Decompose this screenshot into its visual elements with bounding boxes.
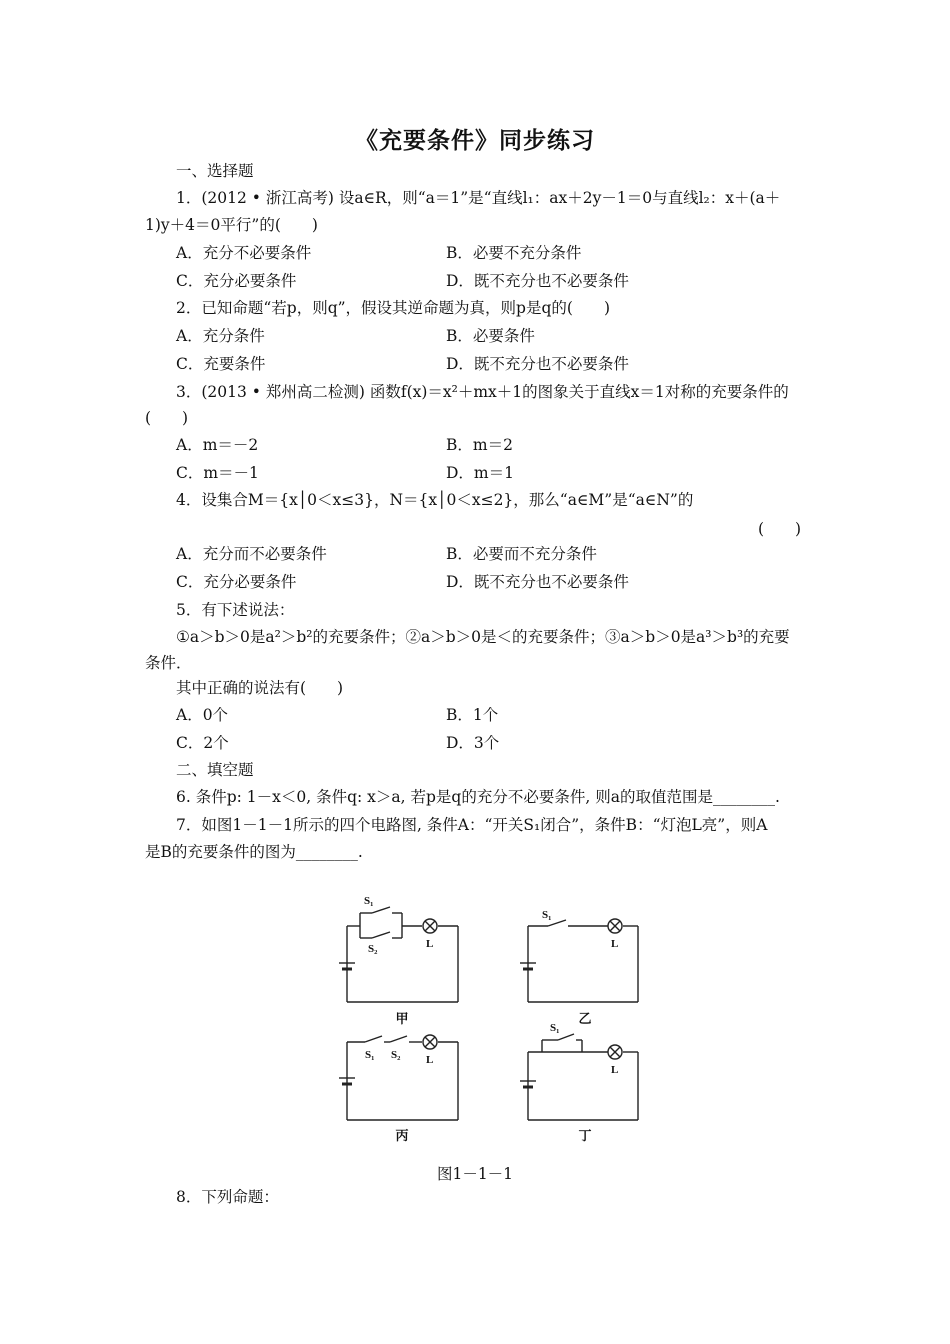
caption-yi: 乙 <box>578 1011 592 1026</box>
question-3-line-1: 3．(2013 • 郑州高二检测) 函数f(x)＝x²＋mx＋1的图象关于直线x＝1对称的充要条件的 <box>176 383 789 401</box>
question-2-option-c: C．充要条件 <box>176 355 266 373</box>
label-lamp-jia: L <box>426 938 434 950</box>
section-heading-fill: 二、填空题 <box>176 761 254 779</box>
question-5-line-3: 条件． <box>145 654 192 672</box>
caption-bing: 丙 <box>395 1128 409 1143</box>
question-4-answer-paren: ( ) <box>758 520 802 538</box>
label-lamp-yi: L <box>611 938 619 950</box>
label-lamp-ding: L <box>611 1064 619 1076</box>
label-s1-bing: S₁ <box>365 1049 375 1061</box>
question-7-line-2: 是B的充要条件的图为________. <box>145 843 363 861</box>
label-s1-ding: S₁ <box>550 1022 560 1034</box>
question-5-option-c: C．2个 <box>176 734 229 752</box>
circuit-bing <box>339 1035 458 1120</box>
label-s2-bing: S₂ <box>391 1049 401 1061</box>
question-1-option-b: B．必要不充分条件 <box>446 244 582 262</box>
caption-jia: 甲 <box>395 1011 409 1026</box>
question-5-line-1: 5．有下述说法： <box>176 601 295 619</box>
question-1-option-c: C．充分必要条件 <box>176 272 297 290</box>
question-3-option-d: D．m＝1 <box>446 464 514 482</box>
question-3-option-c: C．m＝－1 <box>176 464 259 482</box>
question-6: 6. 条件p: 1－x＜0, 条件q: x＞a, 若p是q的充分不必要条件, 则a的取值范围是________. <box>176 788 780 806</box>
question-3-option-a: A．m＝－2 <box>176 436 259 454</box>
question-2-option-a: A．充分条件 <box>176 327 265 345</box>
question-5-option-a: A．0个 <box>176 706 229 724</box>
question-3-option-b: B．m＝2 <box>446 436 513 454</box>
question-2-option-d: D．既不充分也不必要条件 <box>446 355 629 373</box>
caption-ding: 丁 <box>578 1128 592 1143</box>
circuit-yi <box>520 919 638 1002</box>
question-1-option-d: D．既不充分也不必要条件 <box>446 272 629 290</box>
question-4-line-1: 4．设集合M＝{x│0＜x≤3}，N＝{x│0＜x≤2}，那么“a∈M”是“a∈N”的 <box>176 491 694 509</box>
question-4-option-b: B．必要而不充分条件 <box>446 545 597 563</box>
label-lamp-bing: L <box>426 1054 434 1066</box>
question-2-line-1: 2．已知命题“若p，则q”，假设其逆命题为真，则p是q的( ) <box>176 299 610 317</box>
question-1-line-2: 1)y＋4＝0平行”的( ) <box>145 216 318 234</box>
question-2-option-b: B．必要条件 <box>446 327 535 345</box>
question-4-option-a: A．充分而不必要条件 <box>176 545 327 563</box>
figure-caption: 图1－1－1 <box>436 1165 514 1183</box>
question-3-line-2: ( ) <box>145 409 189 427</box>
section-heading-choice: 一、选择题 <box>176 162 254 180</box>
question-5-line-2: ①a＞b＞0是a²＞b²的充要条件；②a＞b＞0是＜的充要条件；③a＞b＞0是a³＞b³的充要 <box>176 628 790 646</box>
label-s1-yi: S₁ <box>542 909 552 921</box>
question-7-line-1: 7．如图1－1－1所示的四个电路图, 条件A：“开关S₁闭合”，条件B：“灯泡L亮”，则A <box>176 816 768 834</box>
label-s1-jia: S₁ <box>364 895 374 907</box>
question-1-option-a: A．充分不必要条件 <box>176 244 312 262</box>
question-5-option-d: D．3个 <box>446 734 500 752</box>
question-5-line-4: 其中正确的说法有( ) <box>176 679 344 697</box>
circuit-diagram <box>330 880 650 1150</box>
circuit-jia <box>339 907 458 1002</box>
question-4-option-c: C．充分必要条件 <box>176 573 297 591</box>
page-title: 《充要条件》同步练习 <box>355 127 595 154</box>
circuit-ding <box>520 1034 638 1120</box>
label-s2-jia: S₂ <box>368 943 378 955</box>
question-5-option-b: B．1个 <box>446 706 499 724</box>
question-4-option-d: D．既不充分也不必要条件 <box>446 573 629 591</box>
question-8: 8．下列命题： <box>176 1188 279 1206</box>
question-1-line-1: 1．(2012 • 浙江高考) 设a∈R，则“a＝1”是“直线l₁：ax＋2y－1＝0与直线l₂：x＋(a＋ <box>176 189 781 207</box>
